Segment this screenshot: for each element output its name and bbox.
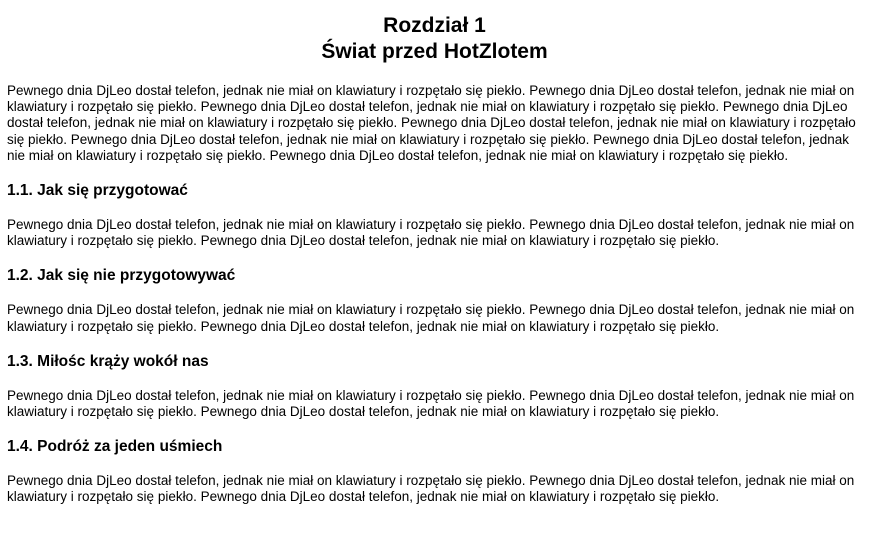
section-paragraph: Pewnego dnia DjLeo dostał telefon, jednak nie miał on klawiatury i rozpętało się piekło. Pewnego dnia DjLeo dostał telefon, jednak nie miał on klawiatury i rozpętało się piekło. Pewnego dnia DjLeo dostał telefon, jednak nie miał on klawiatury i rozpętało się piekło. — [7, 302, 855, 334]
chapter-name: Świat przed HotZlotem — [321, 40, 548, 63]
chapter-number: Rozdział 1 — [383, 14, 486, 37]
section-1 — [7, 181, 862, 249]
section-3 — [7, 352, 862, 420]
section-paragraph: Pewnego dnia DjLeo dostał telefon, jednak nie miał on klawiatury i rozpętało się piekło. Pewnego dnia DjLeo dostał telefon, jednak nie miał on klawiatury i rozpętało się piekło. Pewnego dnia DjLeo dostał telefon, jednak nie miał on klawiatury i rozpętało się piekło. — [7, 473, 855, 505]
section-heading: 1.2. Jak się nie przygotowywać — [7, 267, 236, 285]
document-page — [0, 13, 869, 506]
section-heading: 1.4. Podróż za jeden uśmiech — [7, 438, 223, 456]
intro-paragraph: Pewnego dnia DjLeo dostał telefon, jednak nie miał on klawiatury i rozpętało się piekło. Pewnego dnia DjLeo dostał telefon, jednak nie miał on klawiatury i rozpętało się piekło. Pewnego dnia DjLeo dostał telefon, jednak nie miał on klawiatury i rozpętało się piekło. Pewnego dnia DjLeo dostał telefon, jednak nie miał on klawiatury i rozpętało się piekło. Pewnego dnia DjLeo dostał telefon, jednak nie miał on klawiatury i rozpętało się piekło. Pewnego dnia DjLeo dostał telefon, jednak nie miał on klawiatury i rozpętało się piekło. Pewnego dnia DjLeo dostał telefon, jednak nie miał on klawiatury i rozpętało się piekło. Pewnego dnia DjLeo dostał telefon, jednak nie miał on klawiatury i rozpętało się piekło. — [7, 83, 856, 163]
chapter-title — [7, 13, 862, 65]
section-2 — [7, 266, 862, 334]
section-heading: 1.1. Jak się przygotować — [7, 182, 188, 200]
section-paragraph: Pewnego dnia DjLeo dostał telefon, jednak nie miał on klawiatury i rozpętało się piekło. Pewnego dnia DjLeo dostał telefon, jednak nie miał on klawiatury i rozpętało się piekło. Pewnego dnia DjLeo dostał telefon, jednak nie miał on klawiatury i rozpętało się piekło. — [7, 387, 855, 420]
section-paragraph: Pewnego dnia DjLeo dostał telefon, jednak nie miał on klawiatury i rozpętało się piekło. Pewnego dnia DjLeo dostał telefon, jednak nie miał on klawiatury i rozpętało się piekło. Pewnego dnia DjLeo dostał telefon, jednak nie miał on klawiatury i rozpętało się piekło. — [7, 217, 855, 249]
section-4 — [7, 437, 862, 505]
section-heading: 1.3. Miłośc krąży wokół nas — [7, 352, 209, 370]
